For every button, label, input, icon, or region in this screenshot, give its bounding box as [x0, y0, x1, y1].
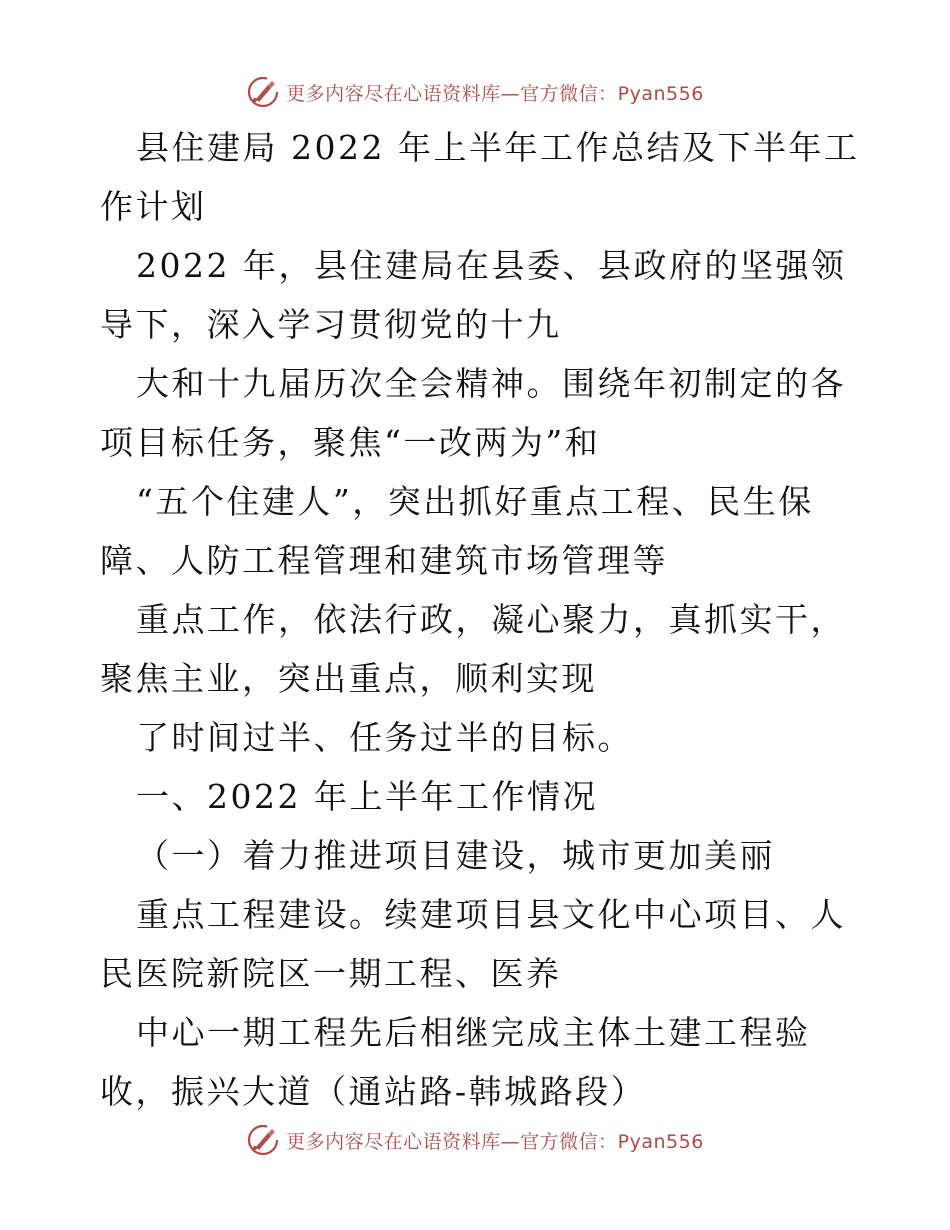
- document-title: 县住建局 2022 年上半年工作总结及下半年工作计划: [100, 128, 860, 226]
- section-heading: 一、2022 年上半年工作情况: [136, 777, 598, 816]
- paragraph: 中心一期工程先后相继完成主体土建工程验收，振兴大道（通站路-韩城路段）: [100, 1013, 811, 1111]
- paragraph: 了时间过半、任务过半的目标。: [136, 718, 633, 757]
- watermark-text: 更多内容尽在心语资料库—官方微信：Pyan556: [286, 1130, 704, 1153]
- subsection-heading: （一）着力推进项目建设，城市更加美丽: [136, 836, 775, 875]
- watermark-text: 更多内容尽在心语资料库—官方微信：Pyan556: [286, 82, 704, 105]
- paragraph: 大和十九届历次全会精神。围绕年初制定的各项目标任务，聚焦“一改两为”和: [100, 364, 846, 462]
- document-body: [100, 118, 860, 1121]
- header-watermark-banner: [0, 72, 950, 112]
- paragraph: 重点工作，依法行政，凝心聚力，真抓实干，聚焦主业，突出重点，顺利实现: [100, 600, 846, 698]
- paragraph: “五个住建人”，突出抓好重点工程、民生保障、人防工程管理和建筑市场管理等: [100, 482, 814, 580]
- pen-nib-logo-icon: [246, 1123, 280, 1157]
- pen-nib-logo-icon: [246, 75, 280, 109]
- paragraph: 2022 年，县住建局在县委、县政府的坚强领导下，深入学习贯彻党的十九: [100, 246, 847, 344]
- paragraph: 重点工程建设。续建项目县文化中心项目、人民医院新院区一期工程、医养: [100, 895, 846, 993]
- footer-watermark-banner: [0, 1120, 950, 1160]
